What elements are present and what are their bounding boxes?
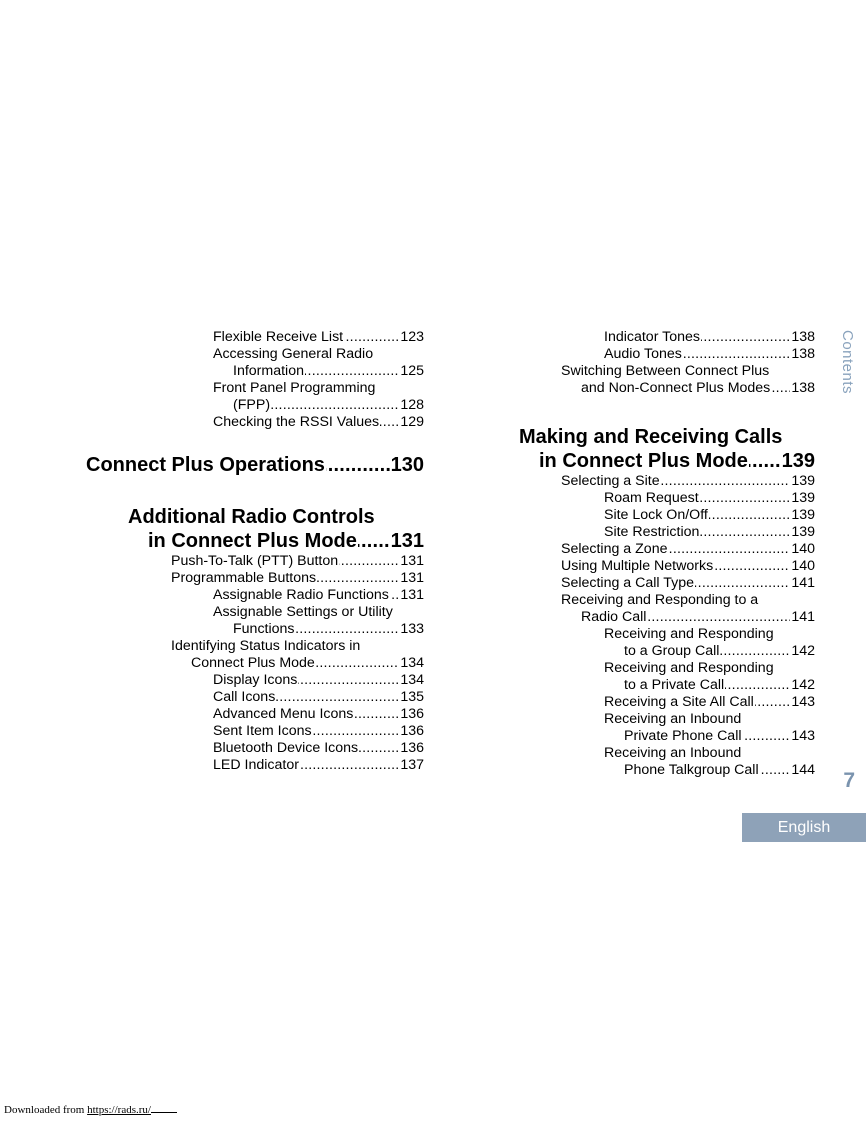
toc-entry-title: Front Panel Programming: [213, 380, 376, 396]
toc-entry-title: Receiving and Responding to a: [561, 592, 759, 608]
toc-entry[interactable]: [604, 694, 815, 711]
toc-entry[interactable]: [561, 473, 815, 490]
toc-entry-page: 141: [791, 609, 815, 625]
toc-entry[interactable]: [624, 643, 815, 660]
toc-entry-title: Selecting a Zone: [561, 541, 668, 557]
toc-entry[interactable]: [213, 757, 424, 774]
toc-entry[interactable]: [213, 604, 424, 621]
toc-entry-title: to a Group Call: [624, 643, 720, 659]
toc-entry-page: 131: [400, 587, 424, 603]
toc-entry[interactable]: [213, 689, 424, 706]
toc-entry-title: in Connect Plus Mode: [148, 530, 357, 552]
toc-entry[interactable]: [213, 706, 424, 723]
toc-entry[interactable]: [604, 745, 815, 762]
toc-entry[interactable]: [233, 363, 424, 380]
toc-entry-title: Receiving a Site All Call: [604, 694, 754, 710]
toc-entry-title: (FPP): [233, 397, 271, 413]
toc-entry-page: 143: [791, 694, 815, 710]
toc-entry[interactable]: [624, 728, 815, 745]
toc-entry-title: Checking the RSSI Values: [213, 414, 380, 430]
toc-entry-title: Receiving an Inbound: [604, 711, 742, 727]
toc-entry-page: 131: [400, 570, 424, 586]
toc-entry[interactable]: [561, 558, 815, 575]
toc-entry[interactable]: [624, 677, 815, 694]
toc-entry-title: Advanced Menu Icons: [213, 706, 354, 722]
toc-entry-page: 137: [400, 757, 424, 773]
toc-entry-page: 139: [791, 524, 815, 540]
toc-entry-title: Radio Call: [581, 609, 647, 625]
toc-entry-page: 125: [400, 363, 424, 379]
toc-entry[interactable]: [171, 638, 424, 655]
toc-entry-page: 140: [791, 541, 815, 557]
download-footer: [4, 1103, 177, 1116]
toc-entry-page: 131: [390, 530, 424, 552]
toc-entry-title: Connect Plus Mode: [191, 655, 315, 671]
toc-entry-title: to a Private Call: [624, 677, 725, 693]
language-tab[interactable]: English: [742, 813, 866, 842]
toc-entry[interactable]: [233, 397, 424, 414]
toc-entry-title: Programmable Buttons: [171, 570, 317, 586]
toc-entry-page: 136: [400, 740, 424, 756]
toc-entry-page: 134: [400, 655, 424, 671]
toc-entry-page: 139: [791, 490, 815, 506]
toc-entry-page: 135: [400, 689, 424, 705]
toc-entry[interactable]: [213, 672, 424, 689]
toc-entry-title: Switching Between Connect Plus: [561, 363, 770, 379]
toc-entry[interactable]: [604, 711, 815, 728]
toc-spacer: [86, 477, 424, 505]
toc-entry-page: 139: [791, 473, 815, 489]
toc-entry-title: Sent Item Icons: [213, 723, 312, 739]
toc-entry-title: Connect Plus Operations: [86, 454, 325, 476]
toc-entry-title: Receiving and Responding: [604, 660, 774, 676]
toc-entry-page: 123: [400, 329, 424, 345]
toc-entry-title: LED Indicator: [213, 757, 299, 773]
toc-entry-page: 134: [400, 672, 424, 688]
toc-entry-page: 140: [791, 558, 815, 574]
toc-entry[interactable]: [213, 380, 424, 397]
contents-side-tab[interactable]: Contents: [839, 330, 856, 395]
toc-entry-title: Additional Radio Controls: [128, 506, 375, 528]
toc-entry-page: 133: [400, 621, 424, 637]
toc-entry[interactable]: [213, 346, 424, 363]
toc-entry[interactable]: [213, 587, 424, 604]
toc-entry[interactable]: [604, 626, 815, 643]
toc-entry-title: Using Multiple Networks: [561, 558, 714, 574]
toc-entry-title: Accessing General Radio: [213, 346, 374, 362]
toc-entry-page: 139: [791, 507, 815, 523]
toc-entry-title: and Non-Connect Plus Modes: [581, 380, 771, 396]
toc-entry-page: 144: [791, 762, 815, 778]
toc-entry[interactable]: [171, 570, 424, 587]
toc-entry[interactable]: [581, 380, 815, 397]
toc-right-column: [519, 329, 815, 779]
toc-entry-title: Audio Tones: [604, 346, 682, 362]
toc-entry-title: Bluetooth Device Icons: [213, 740, 359, 756]
toc-entry[interactable]: [561, 363, 815, 380]
toc-entry-page: 138: [791, 346, 815, 362]
toc-entry-page: 136: [400, 706, 424, 722]
toc-entry-page: 139: [781, 450, 815, 472]
toc-entry-title: Flexible Receive List: [213, 329, 344, 345]
toc-heading[interactable]: [539, 449, 815, 473]
toc-entry-page: 129: [400, 414, 424, 430]
toc-heading[interactable]: [86, 453, 424, 477]
toc-heading[interactable]: [128, 505, 424, 529]
toc-entry[interactable]: [581, 609, 815, 626]
toc-entry-title: Display Icons: [213, 672, 298, 688]
toc-entry-title: Identifying Status Indicators in: [171, 638, 361, 654]
toc-entry-title: Receiving and Responding: [604, 626, 774, 642]
toc-entry-title: Push-To-Talk (PTT) Button: [171, 553, 339, 569]
toc-entry[interactable]: [233, 621, 424, 638]
toc-entry[interactable]: [604, 329, 815, 346]
toc-spacer: [86, 431, 424, 453]
toc-entry-title: Selecting a Site: [561, 473, 660, 489]
toc-entry[interactable]: [561, 575, 815, 592]
toc-entry[interactable]: [604, 507, 815, 524]
toc-entry[interactable]: [191, 655, 424, 672]
toc-entry[interactable]: [604, 490, 815, 507]
toc-heading[interactable]: [148, 529, 424, 553]
toc-entry-title: Private Phone Call: [624, 728, 742, 744]
toc-entry-page: 143: [791, 728, 815, 744]
toc-entry-page: 142: [791, 677, 815, 693]
toc-entry-page: 136: [400, 723, 424, 739]
toc-entry-title: Site Restriction: [604, 524, 700, 540]
toc-entry-title: Selecting a Call Type: [561, 575, 695, 591]
toc-entry-page: 142: [791, 643, 815, 659]
toc-entry-page: 128: [400, 397, 424, 413]
footer-underline: [151, 1103, 177, 1113]
footer-prefix: Downloaded from: [4, 1104, 85, 1116]
toc-entry[interactable]: [171, 553, 424, 570]
toc-entry-title: Functions: [233, 621, 295, 637]
toc-entry-title: Information: [233, 363, 304, 379]
toc-entry-title: Making and Receiving Calls: [519, 426, 783, 448]
toc-entry[interactable]: [213, 723, 424, 740]
toc-entry-title: Phone Talkgroup Call: [624, 762, 759, 778]
toc-entry-title: Roam Request: [604, 490, 699, 506]
toc-entry-title: Assignable Settings or Utility: [213, 604, 393, 620]
toc-entry-page: 131: [400, 553, 424, 569]
toc-entry-title: Call Icons: [213, 689, 276, 705]
toc-entry[interactable]: [561, 592, 815, 609]
toc-entry-page: 138: [791, 329, 815, 345]
toc-entry[interactable]: [604, 660, 815, 677]
toc-entry[interactable]: [213, 329, 424, 346]
toc-heading[interactable]: [519, 425, 815, 449]
toc-entry-page: 138: [791, 380, 815, 396]
toc-spacer: [519, 397, 815, 425]
toc-entry-page: 141: [791, 575, 815, 591]
toc-entry-title: Receiving an Inbound: [604, 745, 742, 761]
toc-entry[interactable]: [561, 541, 815, 558]
toc-left-column: [86, 329, 424, 774]
toc-entry-title: in Connect Plus Mode: [539, 450, 748, 472]
toc-entry[interactable]: [604, 524, 815, 541]
toc-entry-title: Site Lock On/Off: [604, 507, 708, 523]
toc-entry-title: Indicator Tones: [604, 329, 700, 345]
toc-entry-title: Assignable Radio Functions: [213, 587, 389, 603]
toc-entry[interactable]: [604, 346, 815, 363]
toc-entry[interactable]: [213, 414, 424, 431]
page-number: 7: [843, 769, 855, 792]
footer-link[interactable]: https://rads.ru/: [87, 1104, 151, 1116]
toc-entry[interactable]: [624, 762, 815, 779]
toc-entry-page: 130: [390, 454, 424, 476]
toc-entry[interactable]: [213, 740, 424, 757]
